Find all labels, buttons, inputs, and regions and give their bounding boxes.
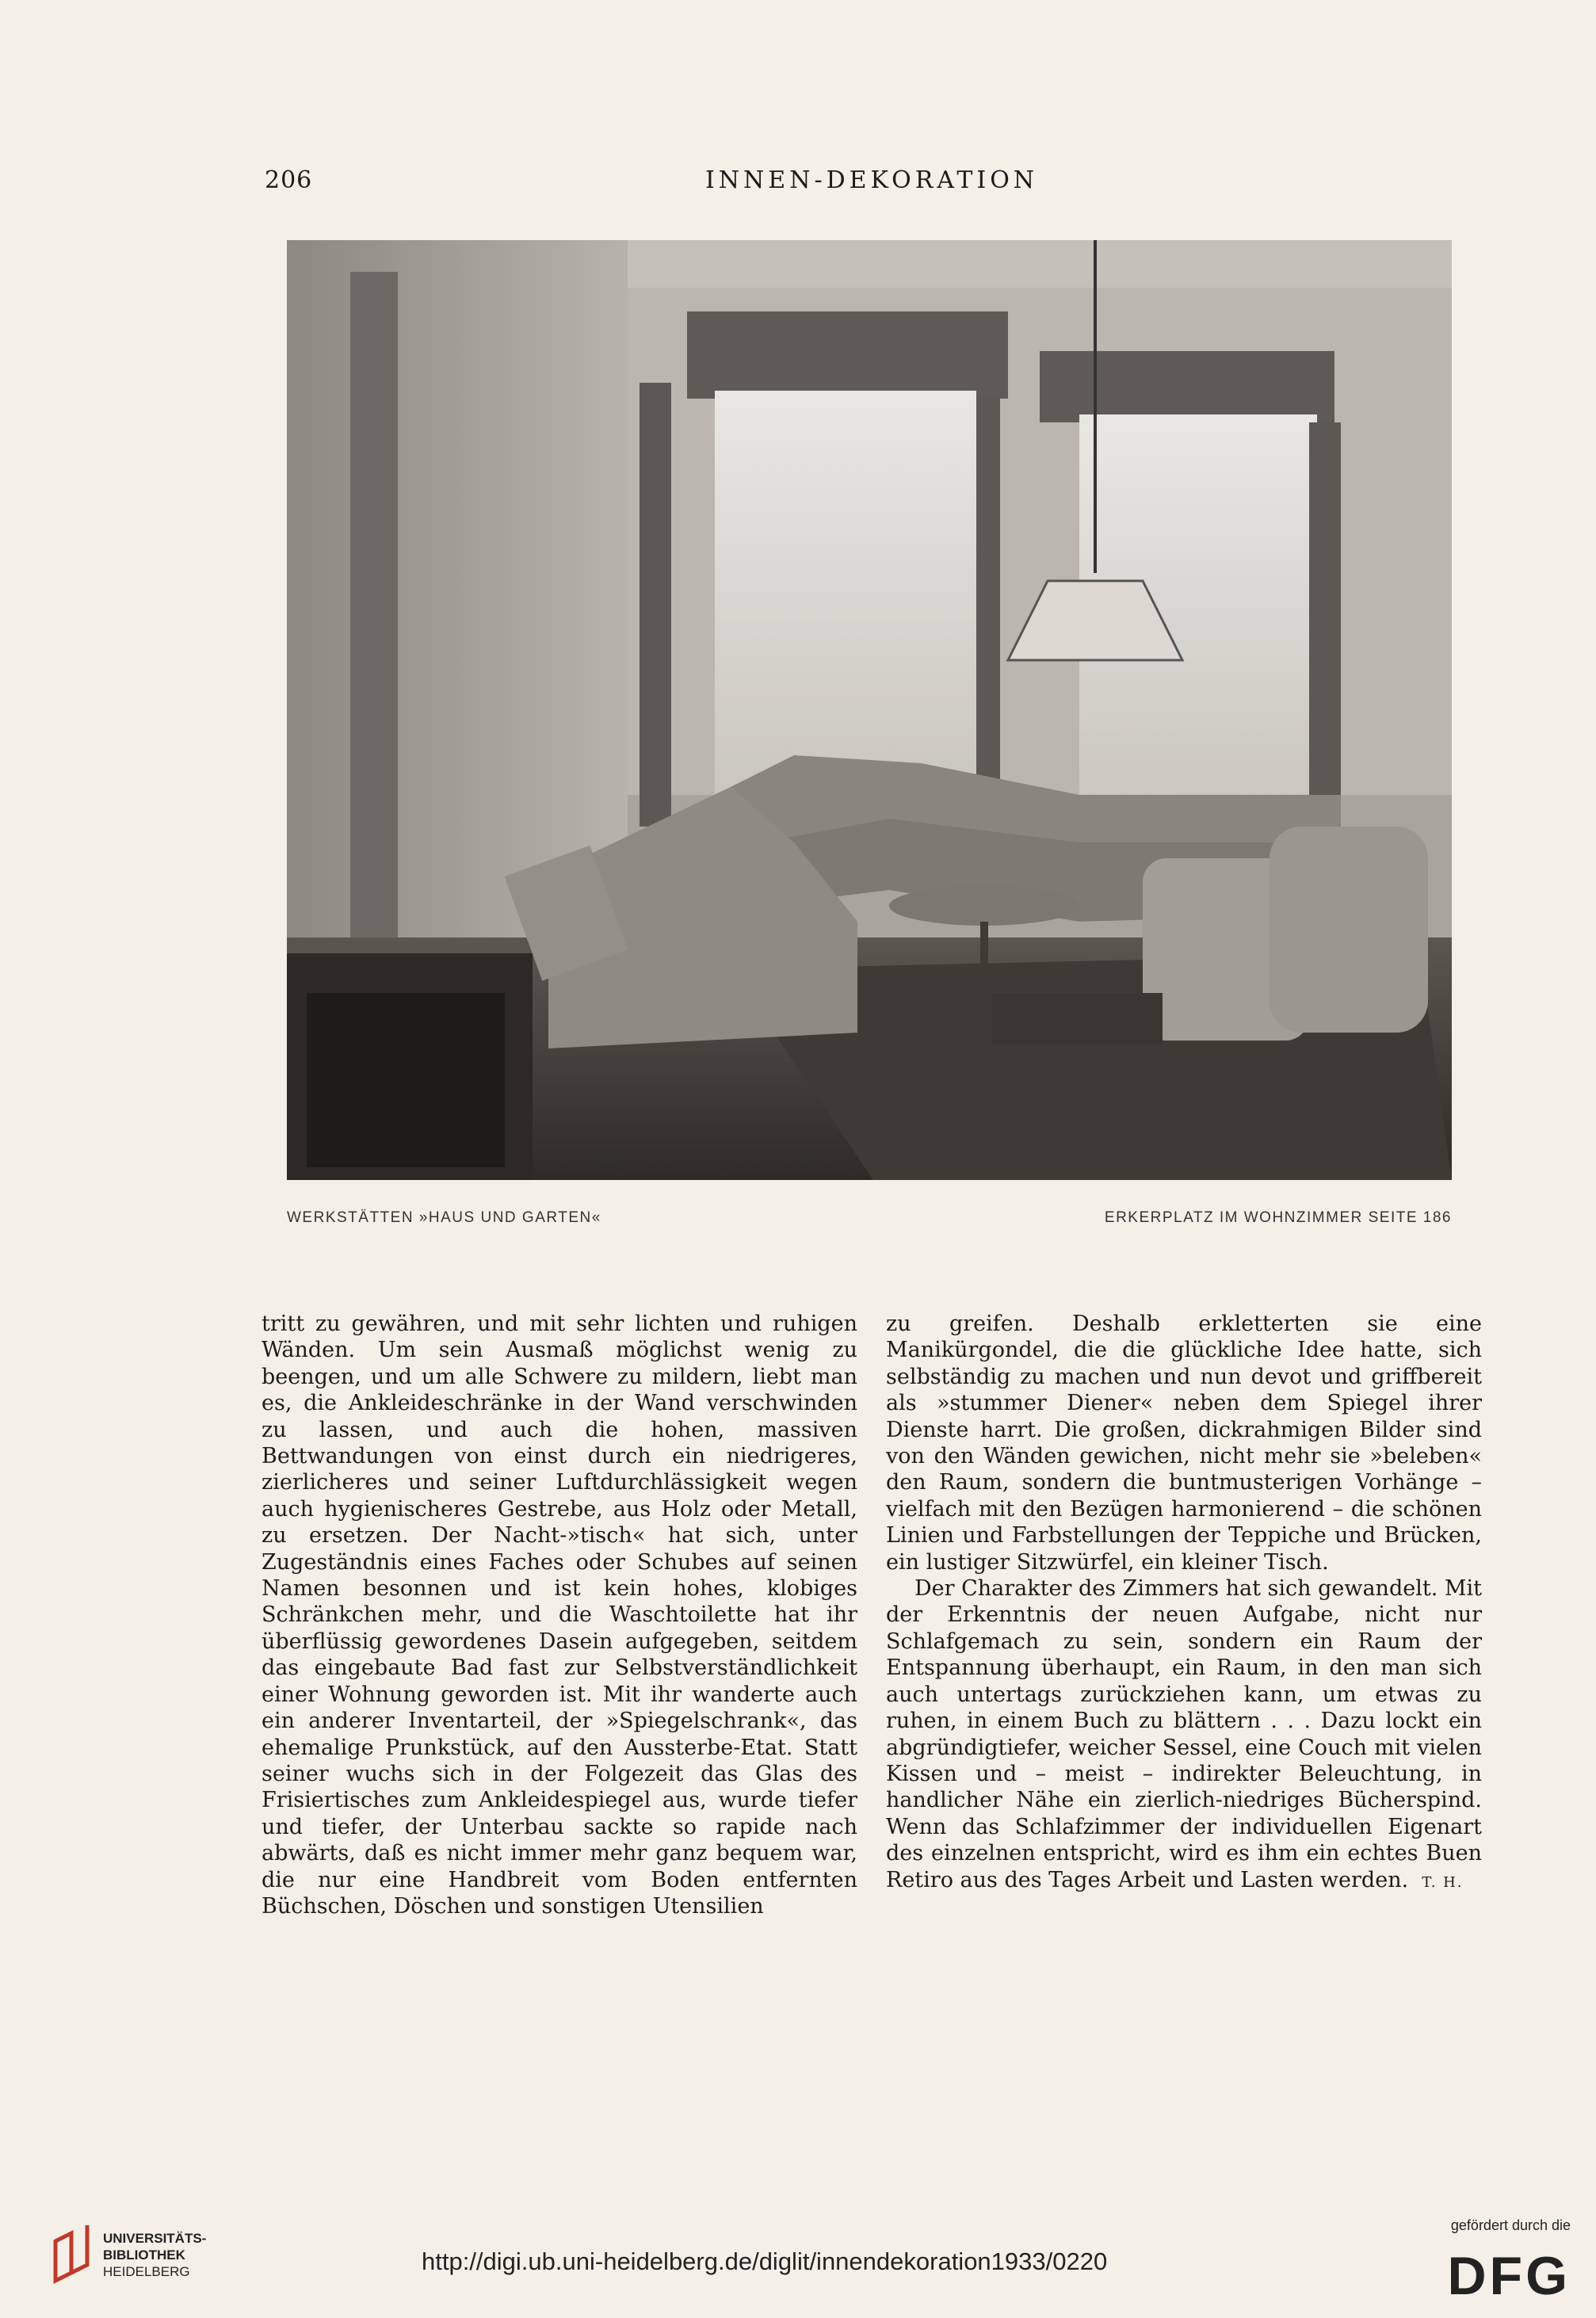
caption-left: WERKSTÄTTEN »HAUS UND GARTEN« [287, 1209, 601, 1226]
funding-text: gefördert durch die [1450, 2217, 1571, 2233]
running-title: INNEN-DEKORATION [704, 166, 1039, 194]
author-signature: T. H. [1422, 1873, 1464, 1891]
text-column-left [262, 1311, 857, 1919]
source-url[interactable]: http://digi.ub.uni-heidelberg.de/diglit/innendekoration1933/0220 [422, 2247, 1108, 2275]
interior-photograph [287, 240, 1452, 1180]
library-name-line1: UNIVERSITÄTS- [103, 2231, 207, 2246]
paragraph: Der Charakter des Zimmers hat sich gewandelt. Mit der Erkenntnis der neuen Aufgabe, nicht nur Schlafgemach zu sein, sondern ein Raum der Entspannung überhaupt, ein Raum, in den man sich auch untertags zurückziehen kann, um etwas zu ruhen, in einem Buch zu blättern . . . Dazu lockt ein abgründigtiefer, weicher Sessel, eine Couch mit vielen Kissen und – meist – indirekter Beleuchtung, in handlicher Nähe ein zierlich-niedriges Bücherspind. Wenn das Schlafzimmer der individuellen Eigenart des einzelnen entspricht, wird es ihm ein echtes Buen Retiro aus des Tages Arbeit und Lasten werden. [886, 1576, 1482, 1892]
page-header [265, 166, 1479, 206]
paragraph: tritt zu gewähren, und mit sehr lichten und ruhigen Wänden. Um sein Ausmaß möglichst wenig zu beengen, und um alle Schwere zu mildern, liebt man es, die Ankleideschränke in der Wand verschwinden zu lassen, und auch die hohen, massiven Bettwandungen von einst durch ein niedrigeres, zierlicheres und seiner Luftdurchlässigkeit wegen auch hygienischeres Gestrebe, aus Holz oder Metall, zu ersetzen. Der Nacht-»tisch« hat sich, unter Zugeständnis eines Faches oder Schubes auf seinen Namen besonnen und ist kein hohes, klobiges Schränkchen mehr, und die Waschtoilette hat ihr überflüssig gewordenes Dasein aufgegeben, seitdem das eingebaute Bad fast zur Selbstverständlichkeit einer Wohnung geworden ist. Mit ihr wanderte auch ein anderer Inventarteil, der »Spiegelschrank«, das ehemalige Prunkstück, auf den Aussterbe-Etat. Statt seiner wuchs sich in der Folgezeit das Glas des Frisiertisches zum Ankleidespiegel aus, wurde tiefer und tiefer, der Unterbau sackte so rapide nach abwärts, daß es nicht immer mehr ganz bequem war, die nur eine Handbreit vom Boden entfernten Büchschen, Döschen und sonstigen Utensilien [262, 1312, 857, 1919]
library-name-line2: BIBLIOTHEK [103, 2247, 185, 2263]
paragraph-with-signature [886, 1575, 1482, 1896]
caption-right: ERKERPLATZ IM WOHNZIMMER SEITE 186 [1104, 1209, 1452, 1226]
library-logo-icon [48, 2225, 95, 2289]
paragraph: zu greifen. Deshalb erkletterten sie eine Manikürgondel, die die glückliche Idee hatte, sich selbständig zu machen und nun devot und griffbereit als »stummer Diener« neben dem Spiegel ihrer Dienste harrt. Die großen, dickrahmigen Bilder sind von den Wänden gewichen, nicht mehr sie »beleben« den Raum, sondern die buntmusterigen Vorhänge – vielfach mit den Bezügen harmonierend – die schönen Linien und Farbstellungen der Teppiche und Brücken, ein lustiger Sitzwürfel, ein kleiner Tisch. [886, 1312, 1482, 1575]
text-column-right [886, 1311, 1482, 1896]
photo-illustration [287, 240, 1452, 1180]
funding-note [1447, 2217, 1571, 2307]
dfg-logo: DFG [1447, 2246, 1571, 2306]
library-logo [48, 2225, 222, 2289]
page-number: 206 [265, 166, 313, 194]
library-name-line3: HEIDELBERG [103, 2264, 190, 2279]
